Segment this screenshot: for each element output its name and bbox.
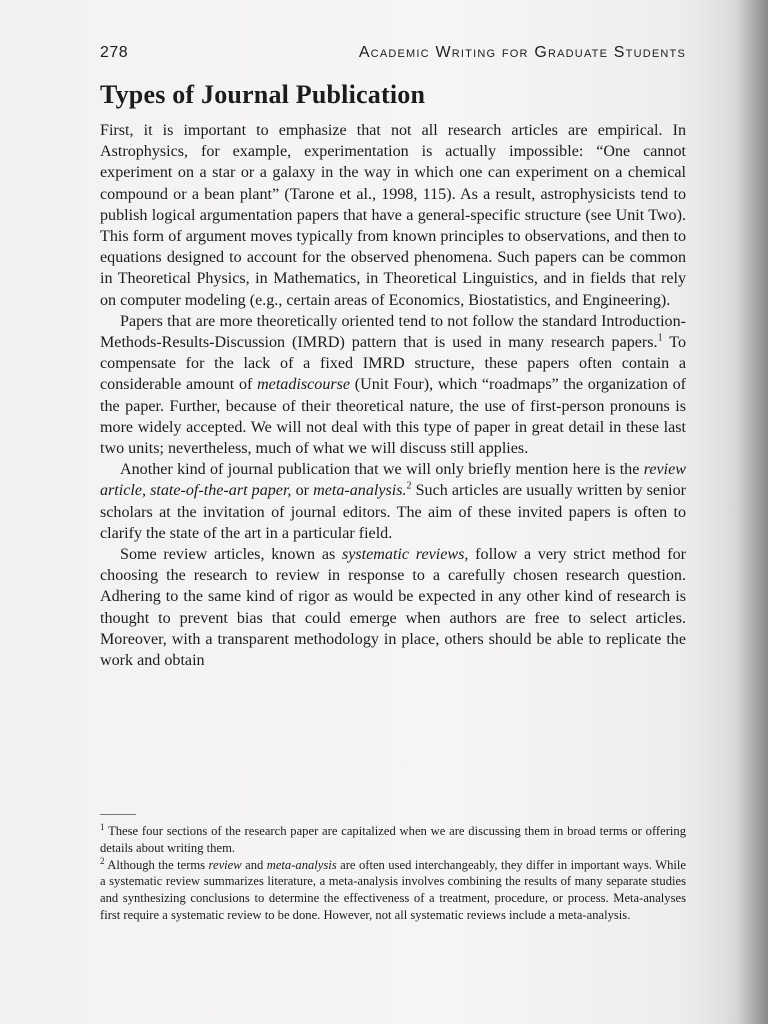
footnote-mark-1: 1 xyxy=(100,821,105,832)
body-text xyxy=(100,120,686,671)
page-gutter-shadow xyxy=(738,0,768,1024)
section-title: Types of Journal Publication xyxy=(100,80,426,109)
footnote-mark-2: 2 xyxy=(100,855,105,866)
page-header xyxy=(100,44,686,68)
page-number: 278 xyxy=(100,44,129,61)
footnote-ref-1: 1 xyxy=(657,332,663,344)
footnote-1: $^1$ These four sections of the research paper are capitalized when we are discussing them in broad terms or offering details about writing them. xyxy=(100,821,686,855)
paragraph-2: Papers that are more theoretically oriented tend to not follow the standard Introduction-Methods-Results-Discussion (IMRD) pattern that is used in many research papers.$^1$ To compensate for the lack of a fixed IMRD structure, these papers often contain a considerable amount of metadiscourse (Unit Four), which “roadmaps” the organization of the paper. Further, because of their theoretical nature, the use of first-person pronouns is more widely accepted. We will not deal with this type of paper in great detail in these last two units; nevertheless, much of what we will discuss still applies. xyxy=(100,312,687,458)
paragraph-4: Some review articles, known as systematic reviews, follow a very strict method for choosing the research to review in response to a carefully chosen research question. Adhering to the same kind of rigor as would be expected in any other kind of research is thought to prevent bias that could emerge when authors are free to select articles. Moreover, with a transparent methodology in place, others should be able to replicate the work and obtain xyxy=(100,546,686,670)
footnotes xyxy=(100,823,686,924)
footnote-2: $^2$ Although the terms review and meta-analysis are often used interchangeably, they differ in important ways. While a systematic review summarizes literature, a meta-analysis involves combining the results of many separate studies and synthesizing conclusions to determine the effectiveness of a treatment, procedure, or process. Meta-analyses first require a systematic review to be done. However, not all systematic reviews include a meta-analysis. xyxy=(100,855,687,922)
paragraph-1: First, it is important to emphasize that not all research articles are empirical. In Astrophysics, for example, experimentation is actually impossible: “One cannot experiment on a star or a galaxy in the way in which one can experiment on a chemical compound or a bean plant” (Tarone et al., 1998, 115). As a result, astrophysicists tend to publish logical argumentation papers that have a general-specific structure (see Unit Two). This form of argument moves typically from known principles to observations, and then to equations designed to account for the observed phenomena. Such papers can be common in Theoretical Physics, in Mathematics, in Theoretical Linguistics, and in fields that rely on computer modeling (e.g., certain areas of Economics, Biostatistics, and Engineering). xyxy=(100,122,686,309)
paragraph-3: Another kind of journal publication that we will only briefly mention here is the review article, state-of-the-art paper, or meta-analysis.$^2$ Such articles are usually written by senior scholars at the invitation of journal editors. The aim of these invited papers is often to clarify the state of the art in a particular field. xyxy=(100,461,687,542)
footnote-ref-2: 2 xyxy=(406,481,412,493)
footnote-rule xyxy=(100,814,136,815)
running-head: Academic Writing for Graduate Students xyxy=(358,44,686,61)
